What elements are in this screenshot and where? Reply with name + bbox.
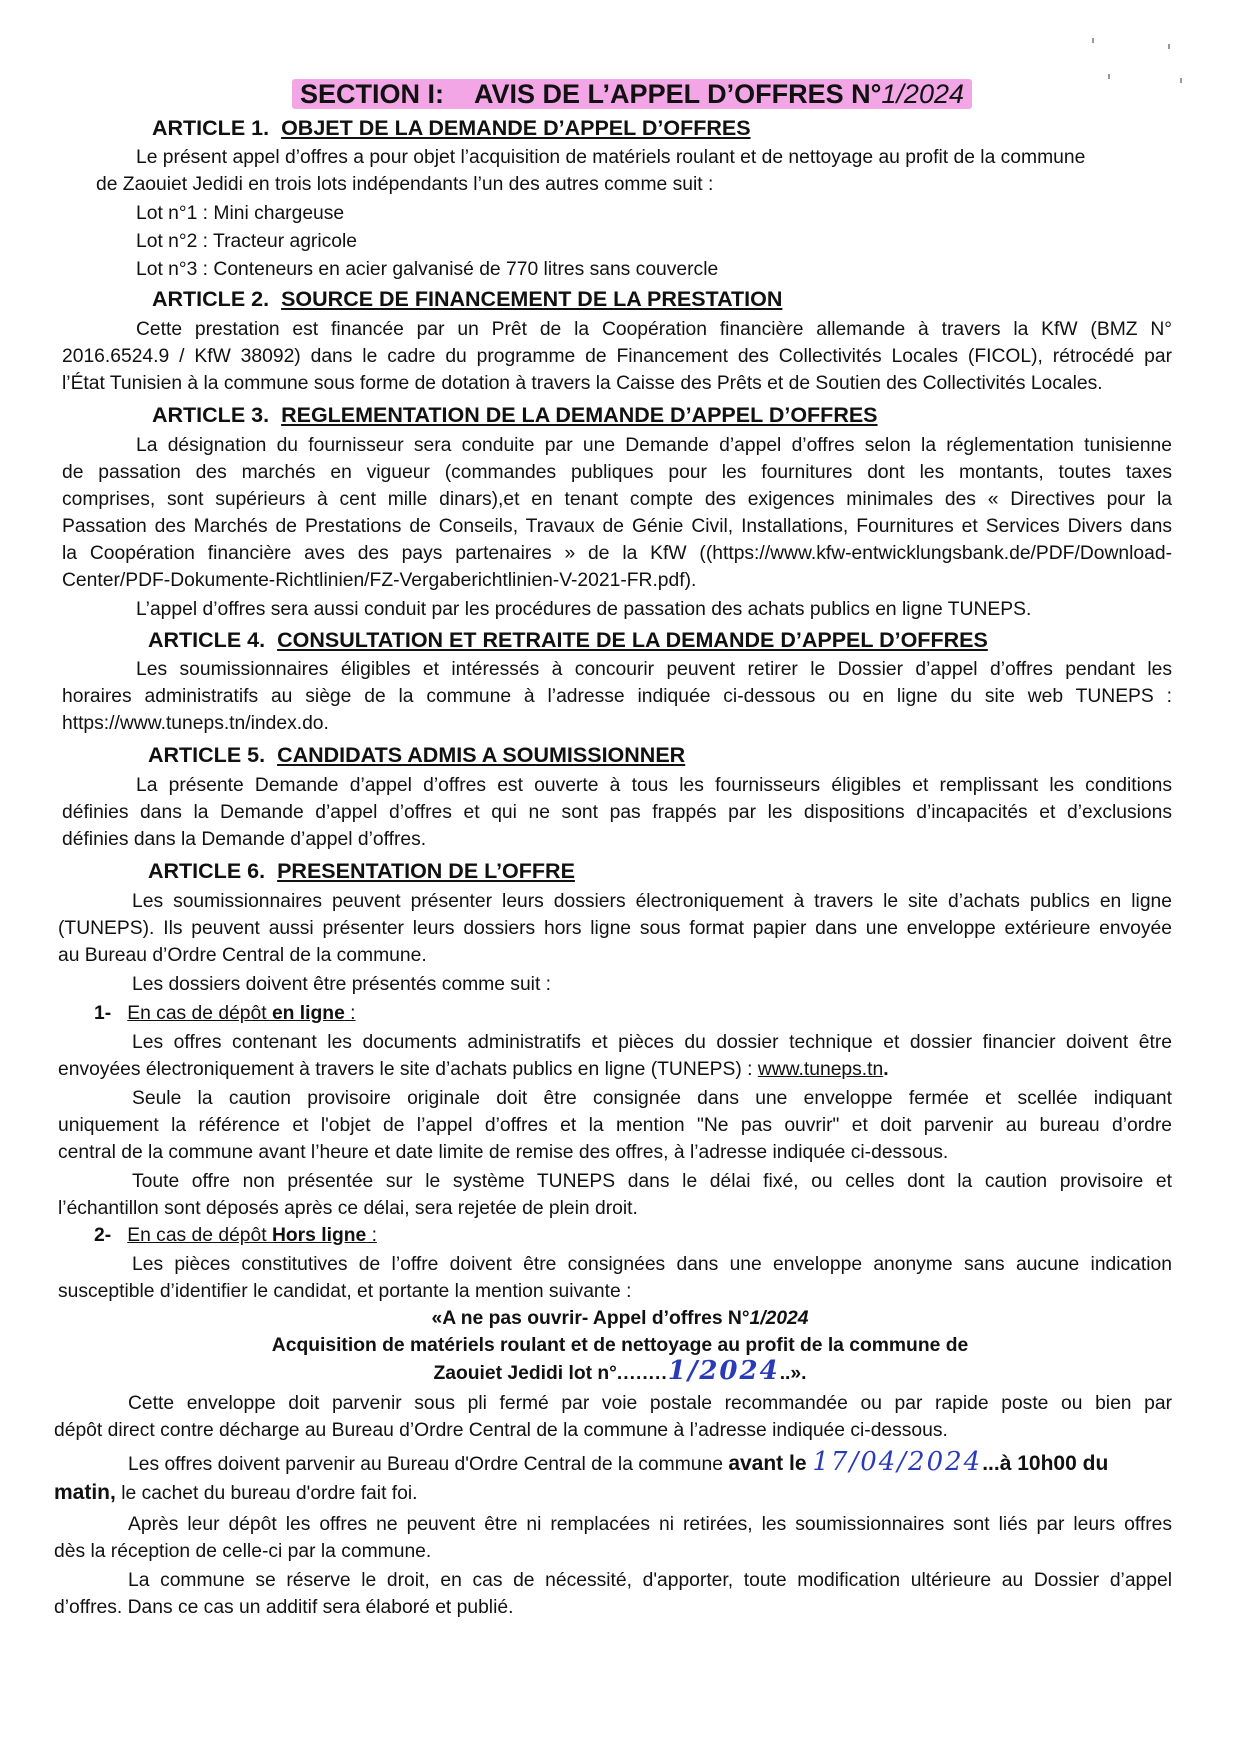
mention-text: «A ne pas ouvrir- Appel d’offres N° bbox=[431, 1308, 750, 1329]
mention-line-3 bbox=[0, 1358, 1240, 1387]
paragraph-line: d’offres. Dans ce cas un additif sera élaboré et publié. bbox=[54, 1597, 514, 1618]
paragraph-line: 2016.6524.9 / KfW 38092) dans le cadre du programme de Financement des Collectivités Locales (FICOL), rétrocédé par bbox=[62, 346, 1172, 367]
list-label-colon: : bbox=[366, 1225, 377, 1246]
deadline-text-end: le cachet du bureau d'ordre fait foi. bbox=[115, 1483, 418, 1504]
paragraph-line: Les soumissionnaires éligibles et intéressés à concourir peuvent retirer le Dossier d’appel d’offres pendant les bbox=[136, 659, 1172, 680]
paragraph-line: https://www.tuneps.tn/index.do. bbox=[62, 713, 329, 734]
mention-line-1 bbox=[0, 1306, 1240, 1332]
mention-text: Zaouiet Jedidi lot n° bbox=[433, 1363, 617, 1384]
scan-speck bbox=[1092, 38, 1094, 43]
list-label: En cas de dépôt bbox=[127, 1225, 272, 1246]
list-item-1-heading bbox=[94, 1001, 356, 1027]
section-heading bbox=[292, 76, 972, 116]
paragraph-line: Cette prestation est financée par un Prêt de la Coopération financière allemande à travers la KfW (BMZ N° bbox=[136, 319, 1172, 340]
list-label-colon: : bbox=[344, 1003, 356, 1024]
article-title: PRESENTATION DE L’OFFRE bbox=[277, 859, 575, 883]
list-label: En cas de dépôt bbox=[127, 1003, 272, 1024]
article-title: REGLEMENTATION DE LA DEMANDE D’APPEL D’OFFRES bbox=[281, 403, 878, 427]
article-5-heading bbox=[148, 742, 685, 768]
deadline-morning: matin, bbox=[54, 1481, 116, 1504]
scan-speck bbox=[1180, 78, 1182, 83]
article-number: ARTICLE 3. bbox=[152, 403, 270, 427]
paragraph-line: Les soumissionnaires peuvent présenter leurs dossiers électroniquement à travers le site d’achats publics en ligne bbox=[132, 891, 1172, 912]
paragraph-line: central de la commune avant l’heure et date limite de remise des offres, à l’adresse indiquée ci-dessous. bbox=[58, 1142, 949, 1163]
article-6-heading bbox=[148, 858, 575, 884]
section-label: SECTION I: bbox=[300, 79, 445, 109]
article-number: ARTICLE 4. bbox=[148, 628, 266, 652]
mention-dots: ........ bbox=[616, 1363, 668, 1384]
paragraph-line: Les offres contenant les documents administratifs et pièces du dossier technique et dossier financier doivent être bbox=[132, 1032, 1172, 1053]
paragraph-line: Cette enveloppe doit parvenir sous pli fermé par voie postale recommandée ou par rapide poste ou bien par bbox=[128, 1393, 1172, 1414]
paragraph-line: (TUNEPS). Ils peuvent aussi présenter leurs dossiers hors ligne sous format papier dans une enveloppe extérieure envoyée bbox=[58, 918, 1172, 939]
paragraph-line: uniquement la référence et l'objet de l’appel d’offres et la mention "Ne pas ouvrir" et doit parvenir au bureau d’ordre bbox=[58, 1115, 1172, 1136]
list-number: 2- bbox=[94, 1225, 112, 1246]
paragraph-line: susceptible d’identifier le candidat, et portante la mention suivante : bbox=[58, 1281, 632, 1302]
paragraph-line: l’échantillon sont déposés après ce délai, sera rejetée de plein droit. bbox=[58, 1198, 638, 1219]
section-number: 1/2024 bbox=[881, 79, 964, 109]
handwritten-lot-number: 1/2024 bbox=[667, 1356, 780, 1386]
deadline-line-2 bbox=[54, 1480, 418, 1507]
mention-line-2: Acquisition de matériels roulant et de nettoyage au profit de la commune de bbox=[271, 1335, 969, 1356]
paragraph-line: dès la réception de celle-ci par la commune. bbox=[54, 1541, 432, 1562]
paragraph-line: Le présent appel d’offres a pour objet l’acquisition de matériels roulant et de nettoyage au profit de la commune bbox=[136, 147, 1086, 168]
paragraph-line: définies dans la Demande d’appel d’offres et qui ne sont pas frappés par les dispositions d’incapacités et d’exclusions bbox=[62, 802, 1172, 823]
deadline-text: Les offres doivent parvenir au Bureau d'Ordre Central de la commune bbox=[128, 1454, 729, 1475]
mention-text-end: ..». bbox=[779, 1363, 807, 1384]
article-title: OBJET DE LA DEMANDE D’APPEL D’OFFRES bbox=[281, 116, 751, 140]
list-number: 1- bbox=[94, 1003, 112, 1024]
paragraph-line: la Coopération financière aves des pays partenaires » de la KfW ((https://www.kfw-entwicklungsbank.de/PDF/Download- bbox=[62, 543, 1172, 564]
section-title: AVIS DE L’APPEL D’OFFRES N° bbox=[474, 79, 882, 109]
lot-item: Lot n°3 : Conteneurs en acier galvanisé de 770 litres sans couvercle bbox=[136, 259, 719, 280]
article-1-heading bbox=[152, 115, 751, 141]
paragraph-line: Les pièces constitutives de l’offre doivent être consignées dans une enveloppe anonyme sans aucune indication bbox=[132, 1254, 1172, 1275]
paragraph-line: définies dans la Demande d’appel d’offres. bbox=[62, 829, 427, 850]
paragraph-line: Après leur dépôt les offres ne peuvent être ni remplacées ni retirées, les soumissionnaires sont liés par leurs offres bbox=[128, 1514, 1172, 1535]
list-label-bold: Hors ligne bbox=[271, 1225, 367, 1246]
article-number: ARTICLE 1. bbox=[152, 116, 270, 140]
article-title: CONSULTATION ET RETRAITE DE LA DEMANDE D’APPEL D’OFFRES bbox=[277, 628, 988, 652]
paragraph-line: La présente Demande d’appel d’offres est ouverte à tous les fournisseurs éligibles et remplissant les conditions bbox=[136, 775, 1172, 796]
handwritten-deadline-date: 17/04/2024 bbox=[812, 1447, 983, 1477]
lot-item: Lot n°1 : Mini chargeuse bbox=[136, 203, 345, 224]
paragraph-line: Les dossiers doivent être présentés comme suit : bbox=[132, 974, 552, 995]
paragraph-line: comprises, sont supérieurs à cent mille dinars),et en tenant compte des exigences minimales des « Directives pour la bbox=[62, 489, 1172, 510]
mention-number: 1/2024 bbox=[749, 1308, 809, 1329]
deadline-line bbox=[128, 1449, 1108, 1478]
article-4-heading bbox=[148, 627, 988, 653]
paragraph-line: Seule la caution provisoire originale doit être consignée dans une enveloppe fermée et scellée indiquant bbox=[132, 1088, 1172, 1109]
article-number: ARTICLE 6. bbox=[148, 859, 266, 883]
paragraph-line: L’appel d’offres sera aussi conduit par les procédures de passation des achats publics en ligne TUNEPS. bbox=[136, 599, 1032, 620]
paragraph-text: envoyées électroniquement à travers le site d’achats publics en ligne (TUNEPS) : bbox=[58, 1059, 758, 1080]
scan-speck bbox=[1108, 74, 1110, 79]
paragraph-line: Passation des Marchés de Prestations de Conseils, Travaux de Génie Civil, Installations, Fournitures et Services Divers dans bbox=[62, 516, 1172, 537]
deadline-before: avant le bbox=[728, 1452, 813, 1475]
paragraph-line: La désignation du fournisseur sera conduite par une Demande d’appel d’offres selon la réglementation tunisienne bbox=[136, 435, 1172, 456]
deadline-time: ...à 10h00 du bbox=[982, 1452, 1109, 1475]
lot-item: Lot n°2 : Tracteur agricole bbox=[136, 231, 357, 252]
paragraph-line: au Bureau d’Ordre Central de la commune. bbox=[58, 945, 427, 966]
paragraph-line: de Zaouiet Jedidi en trois lots indépendants l’un des autres comme suit : bbox=[96, 174, 714, 195]
article-2-heading bbox=[152, 286, 782, 312]
tuneps-link[interactable]: www.tuneps.tn bbox=[757, 1059, 884, 1080]
scan-speck bbox=[1168, 44, 1170, 49]
paragraph-line: envoyées électroniquement à travers le site d’achats publics en ligne (TUNEPS) : www.tuneps.tn. bbox=[58, 1059, 889, 1080]
article-number: ARTICLE 2. bbox=[152, 287, 270, 311]
article-title: SOURCE DE FINANCEMENT DE LA PRESTATION bbox=[281, 287, 783, 311]
paragraph-line: La commune se réserve le droit, en cas de nécessité, d'apporter, toute modification ultérieure au Dossier d’appel bbox=[128, 1570, 1172, 1591]
paragraph-line: dépôt direct contre décharge au Bureau d’Ordre Central de la commune à l’adresse indiquée ci-dessous. bbox=[54, 1420, 948, 1441]
article-3-heading bbox=[152, 402, 878, 428]
list-item-2-heading bbox=[94, 1223, 377, 1249]
paragraph-line: l’État Tunisien à la commune sous forme de dotation à travers la Caisse des Prêts et de Soutien des Collectivités Locales. bbox=[62, 373, 1103, 394]
paragraph-line: Center/PDF-Dokumente-Richtlinien/FZ-Vergaberichtlinien-V-2021-FR.pdf). bbox=[62, 570, 697, 591]
paragraph-line: Toute offre non présentée sur le système TUNEPS dans le délai fixé, ou celles dont la caution provisoire et bbox=[132, 1171, 1172, 1192]
list-label-bold: en ligne bbox=[271, 1003, 345, 1024]
paragraph-line: horaires administratifs au siège de la commune à l’adresse indiquée ci-dessous ou en ligne du site web TUNEPS : bbox=[62, 686, 1172, 707]
article-title: CANDIDATS ADMIS A SOUMISSIONNER bbox=[277, 743, 686, 767]
article-number: ARTICLE 5. bbox=[148, 743, 266, 767]
paragraph-line: de passation des marchés en vigueur (commandes publiques pour les fournitures dont les montants, toutes taxes bbox=[62, 462, 1172, 483]
